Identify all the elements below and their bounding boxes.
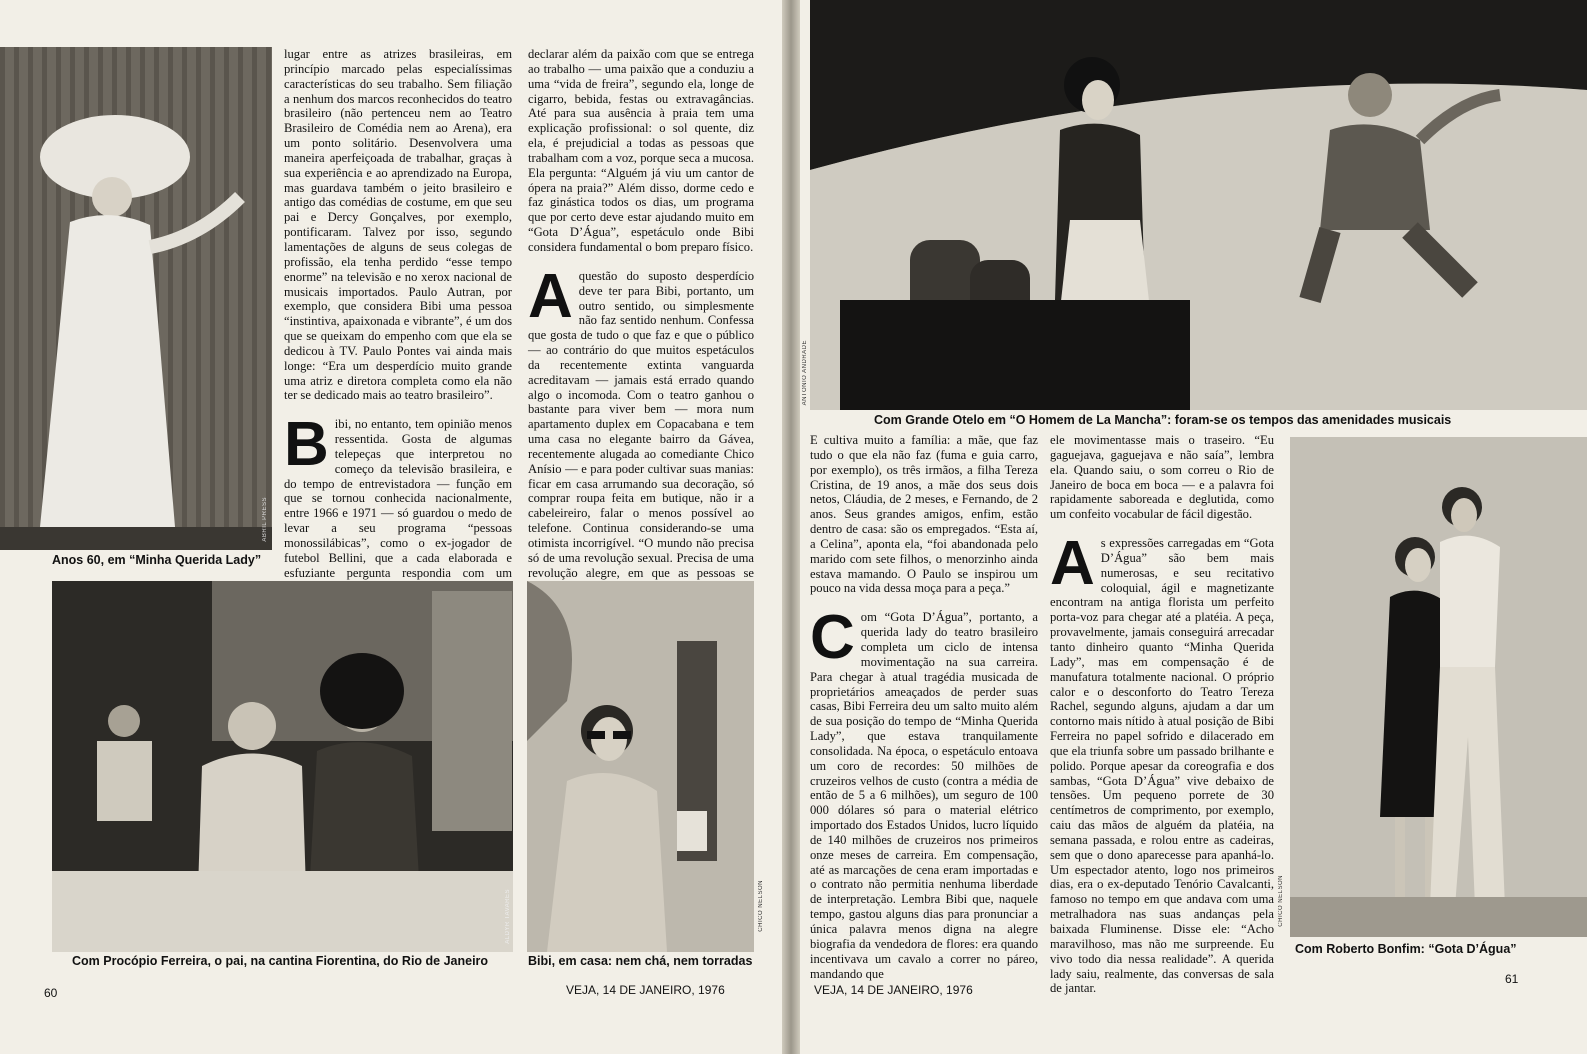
page-number: 61 [1505, 972, 1519, 986]
photo-homem-de-la-mancha [810, 0, 1587, 410]
photo-credit: ALDYR TAVARES [505, 889, 511, 944]
couple-illustration [1290, 437, 1587, 937]
photo-minha-querida-lady [0, 47, 272, 550]
paragraph: E cultiva muito a família: a mãe, que faz tudo o que ela não faz (fuma e guia carro, por exemplo), os três irmãos, a filha Tereza Cristina, de 19 anos, a mãe dos seus dois netos, Cláudia, de 2 meses, e Fernando, de 2 anos. Seus grandes amigos, enfim, estão dentro de casa: são os empregados. “Esta aí, a Celina”, aponta ela, “foi abandonada pelo marido com sete filhos, o menorzinho ainda estava mamando. O Paulo se inspirou um pouco na vida dessa moça para a peça.” [810, 433, 1038, 596]
dropcap: A [1050, 529, 1095, 599]
dropcap: C [810, 603, 855, 673]
caption-cantina-fiorentina: Com Procópio Ferreira, o pai, na cantina Fiorentina, do Rio de Janeiro [72, 954, 489, 968]
photo-roberto-bonfim [1278, 437, 1587, 937]
photo-credit: CHICO NELSON [1278, 875, 1284, 927]
photo-credit: ABRIL PRESS [262, 497, 268, 542]
photo-cantina-fiorentina [52, 581, 513, 952]
photo-credit: ANTONIO ANDRADE [802, 340, 808, 406]
article-column-1 [284, 47, 512, 580]
right-page [800, 0, 1587, 1054]
photo-credit: CHICO NELSON [758, 880, 764, 932]
paragraph: ele movimentasse mais o traseiro. “Eu gaguejava, gaguejava e não saía”, lembra ela. Quando saiu, o som correu o Rio de Janeiro de boca em boca — e a palavra foi rapidamente saboreada e deglutida, como um confeito vocabular de fácil digestão. [1050, 433, 1274, 522]
paragraph-dropcap [1050, 529, 1274, 996]
page-number: 60 [44, 986, 58, 1000]
caption-minha-querida-lady: Anos 60, em “Minha Querida Lady” [52, 553, 262, 567]
paragraph-text: questão do suposto desperdício deve ter para Bibi, portanto, um outro sentido, ou simplesmente não faz sentido nenhum. Confessa que gosta de tudo o que faz e que o público — ao contrário do que muitos espetáculos da recentemente extinta vanguarda acreditavam — jamais está errado quando algo o incomoda. Com o teatro ganhou o bastante para viver bem — mora num apartamento duplex em Copacabana e tem uma casa no elegante bairro da Gávea, recentemente alugada ao comediante Chico Anísio — e para poder cultivar suas manias: ficar em casa arrumando sua decoração, só comprar roupa feita em butique, não ir a cabeleireiro, falar o menos possível ao telefone. Continua considerando-se uma otimista incorrigível. “O mundo não precisa só de uma revolução sexual. Precisa de uma revolução alegre, em que as pessoas se [528, 268, 754, 580]
dropcap: B [284, 410, 329, 480]
actress-figure-illustration [0, 47, 272, 550]
article-column-2 [528, 47, 754, 580]
paragraph-dropcap [810, 603, 1038, 981]
caption-homem-de-la-mancha: Com Grande Otelo em “O Homem de La Mancha”: foram-se os tempos das amenidades musicais [874, 413, 1452, 427]
restaurant-scene-illustration [52, 581, 513, 952]
photo-bibi-em-casa [527, 581, 754, 952]
paragraph-text: ibi, no entanto, tem opinião menos ressentida. Gosta de algumas telepeças que interpretou no começo da televisão brasileira, e do tempo de entrevistadora — função em que se tornou conhecida nacionalmente, entre 1966 e 1971 — só guardou o medo de levar a seu programa “pessoas monossilábicas”, como o ex-jogador de futebol Bellini, que a cada elaborada e esfuziante pergunta respondia com um [284, 417, 512, 580]
paragraph: lugar entre as atrizes brasileiras, em princípio marcado pelas especialíssimas características do seu trabalho. Sem filiação a nenhum dos marcos reconhecidos do teatro brasileiro (não pertenceu nem ao Teatro Brasileiro de Comédia nem ao Arena), era um ponto solitário. Desenvolvera uma maneira aperfeiçoada de trabalhar, graças à sua experiência e ao aprendizado na Europa, mas guardava também o jeito brasileiro e antigo das comédias de costume, em que seu pai e Dercy Gonçalves, por exemplo, pontificaram. Talvez por isso, segundo lamentações de alguns de seus colegas de profissão, ela tenha perdido “esse tempo enorme” na televisão e no xerox nacional de musicais importados. Paulo Autran, por exemplo, que considera Bibi uma pessoa “instintiva, apaixonada e vibrante”, é um dos que se queixam do empenho com que ela se dedicou à TV. Paulo Pontes vai ainda mais longe: “Era um desperdício muito grande uma atriz e diretora completa como ela não ter se dedicado mais ao teatro brasileiro”. [284, 47, 512, 403]
article-column-2 [1050, 433, 1274, 996]
dropcap: A [528, 261, 573, 331]
magazine-footer: VEJA, 14 DE JANEIRO, 1976 [814, 983, 973, 997]
caption-bibi-em-casa: Bibi, em casa: nem chá, nem torradas [528, 954, 753, 968]
stage-scene-illustration [810, 0, 1587, 410]
page-gutter [782, 0, 800, 1054]
bibi-at-home-illustration [527, 581, 754, 952]
paragraph-text: om “Gota D’Água”, portanto, a querida lady do teatro brasileiro completa um ciclo de intensa movimentação na sua carreira. Para chegar à atual tragédia musicada de proprietários ameaçados de perder suas casas, Bibi Ferreira deu um salto muito além de sua posição do tempo de “Minha Querida Lady”, que estava tranquilamente consolidada. Na época, o espetáculo entoava um coro de recordes: 50 milhões de cruzeiros velhos de custo (contra a média de então de 5 a 6 milhões), um seguro de 100 000 dólares só para o material elétrico importado dos Estados Unidos, lucro líquido de 140 milhões de cruzeiros nos primeiros onze meses de carreira. Em compensação, até as marcações de cena eram importadas e o contrato não permitia nenhuma liberdade de interpretação. Lembra Bibi que, naquele tempo, gastou alguns dias para pronunciar a única palavra menos digna na alegre biografia da vendedora de flores: era quando incentivava um cavalo a correr no páreo, mandando que [810, 610, 1038, 981]
paragraph: declarar além da paixão com que se entrega ao trabalho — uma paixão que a conduziu a uma “vida de freira”, segundo ela, longe de cigarro, bebida, festas ou extravagâncias. Até para sua ausência à praia tem uma explicação profissional: o sol quente, diz ela, é prejudicial a todas as pessoas que trabalham com a voz, porque seca a mucosa. Ela pergunta: “Alguém já viu um cantor de ópera na praia?” Além disso, dorme cedo e faz ginástica todos os dias, um programa que por certo deve estar ajudando muito em “Gota D’Água”, espetáculo onde Bibi considera fundamental o bom preparo físico. [528, 47, 754, 254]
article-column-1 [810, 433, 1038, 981]
magazine-footer: VEJA, 14 DE JANEIRO, 1976 [566, 983, 725, 997]
paragraph-text: s expressões carregadas em “Gota D’Água” são bem mais numerosas, e seu recitativo coloquial, ágil e magnetizante encontram na antiga florista um perfeito porta-voz para chegar até a platéia. A peça, provavelmente, jamais conseguirá arrecadar tanto dinheiro quanto “Minha Querida Lady”, mas em compensação é de manufatura totalmente nacional. O próprio calor e o desconforto do Teatro Tereza Rachel, segundo alguns, ajudam a dar um contorno mais nítido à atual posição de Bibi Ferreira no papel sofrido e dilacerado em que ela triunfa sobre um passado brilhante e polido. Porque apesar da coreografia e dos sambas, “Gota D’Água” vive debaixo de tensões. Um pequeno porrete de 30 centímetros de comprimento, por exemplo, caiu das mãos de alguém da platéia, na semana passada, e rolou entre as cadeiras, sem que o dono aparecesse para apanhá-lo. Um espectador atento, logo nos primeiros dias, era o ex-deputado Tenório Cavalcanti, famoso no tempo em que andava com uma metralhadora nas suas andanças pela baixada Fluminense. Disse ele: “Acho maravilhoso, mas não me surpreende. Eu vivo todo dia nessa realidade”. A querida lady saiu, realmente, das conversas de sala de jantar. [1050, 536, 1274, 996]
caption-roberto-bonfim: Com Roberto Bonfim: “Gota D’Água” [1295, 942, 1517, 956]
left-page [0, 0, 782, 1054]
paragraph-dropcap [528, 261, 754, 596]
